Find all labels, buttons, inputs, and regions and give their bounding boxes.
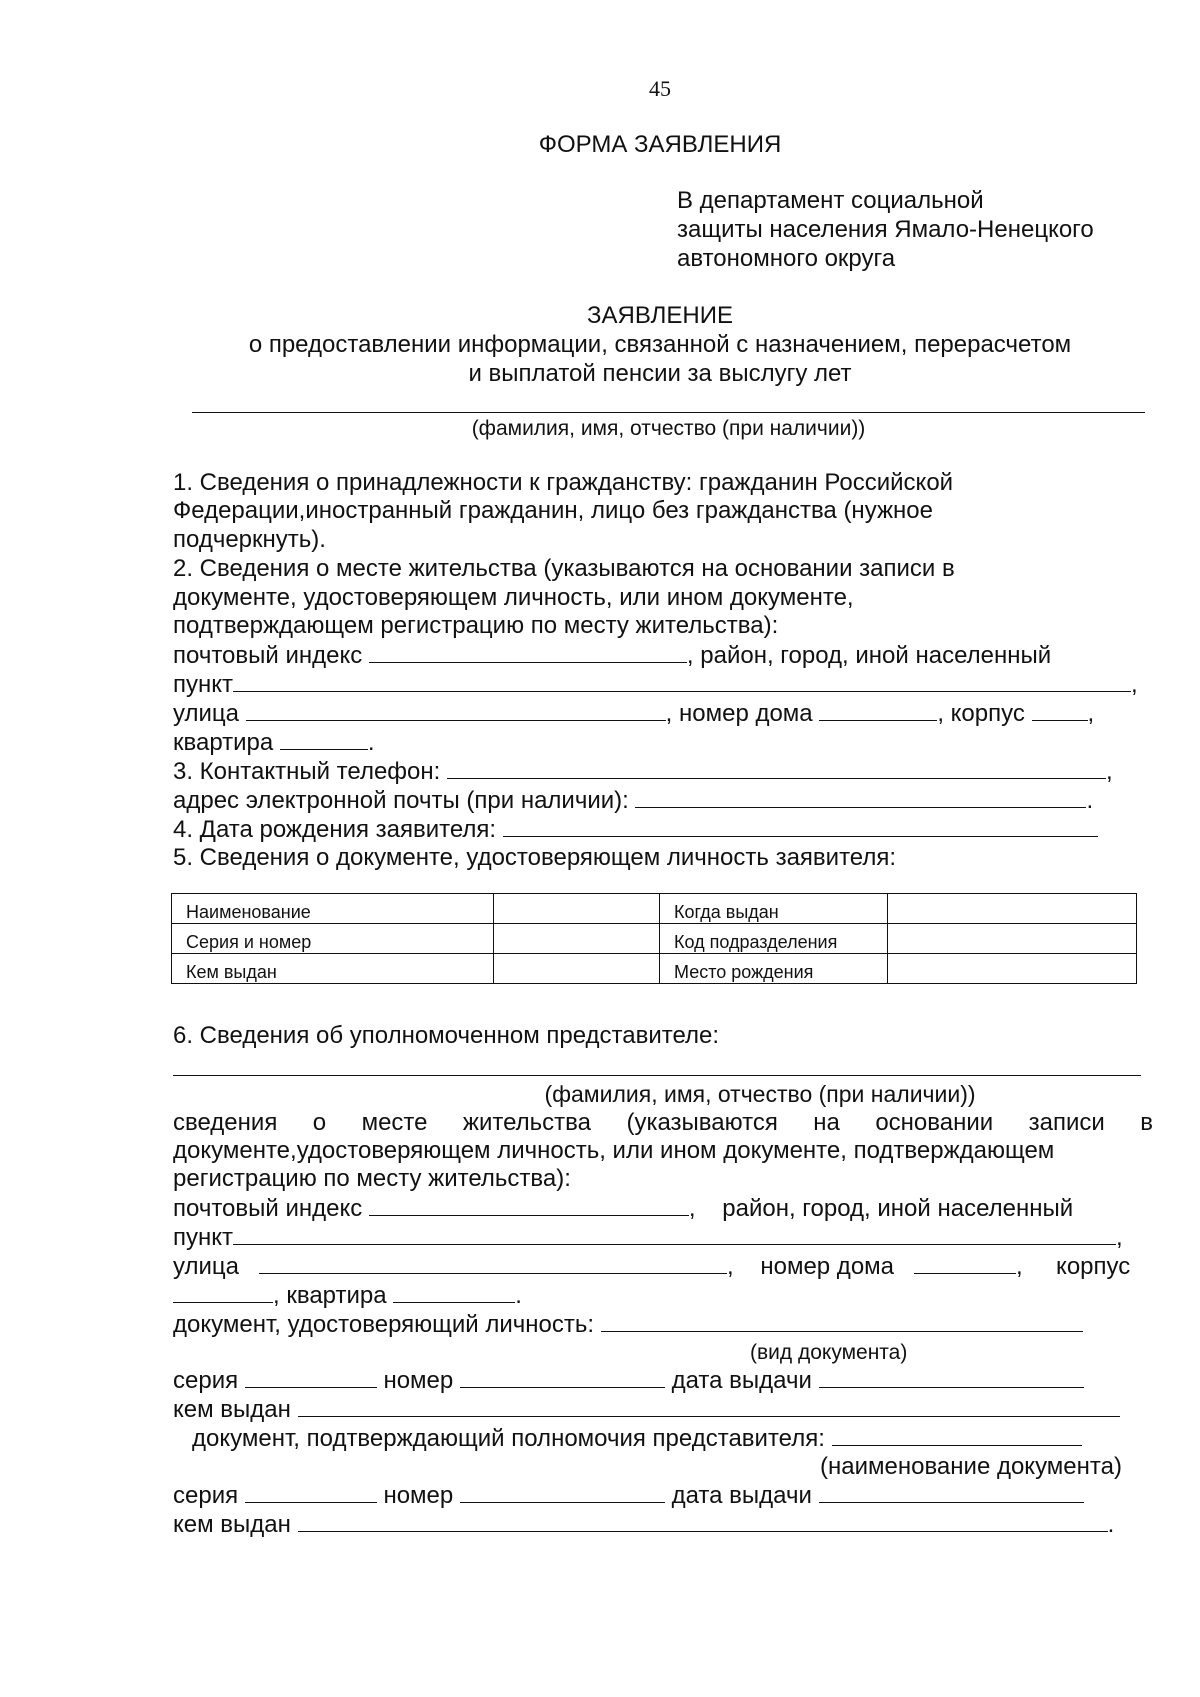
section2-line-2: документе, удостоверяющем личность, или ином документе,	[173, 584, 854, 611]
rep-locality-comma: ,	[1116, 1224, 1123, 1251]
rep-id-doc-caption: (вид документа)	[750, 1341, 908, 1364]
birth-row	[173, 815, 1098, 844]
addressee-line-2: защиты населения Ямало-Ненецкого	[677, 216, 1094, 243]
rep-house-label: номер дома	[760, 1253, 895, 1280]
number-field[interactable]	[460, 1366, 665, 1388]
locality-row	[173, 670, 1138, 699]
section5-title: 5. Сведения о документе, удостоверяющем личность заявителя:	[173, 844, 897, 871]
email-field[interactable]	[635, 786, 1086, 808]
phone-label: 3. Контактный телефон:	[173, 758, 441, 785]
rep-apartment-row	[173, 1281, 522, 1310]
rep-postcode-label: почтовый индекс	[173, 1195, 363, 1222]
id-row-value[interactable]	[888, 954, 1137, 984]
rep-auth-issued-row	[173, 1510, 1114, 1539]
building-comma: ,	[1087, 700, 1095, 727]
rep-apartment-field[interactable]	[393, 1281, 515, 1303]
rep-street-comma: ,	[727, 1253, 734, 1280]
rep-building-label: корпус	[1056, 1253, 1131, 1280]
heading-title: ЗАЯВЛЕНИЕ	[587, 302, 733, 329]
id-row-label: Когда выдан	[660, 894, 888, 924]
issue-date-label: дата выдачи	[671, 1367, 812, 1394]
rep-id-doc-field[interactable]	[601, 1310, 1083, 1332]
birth-field[interactable]	[503, 815, 1098, 837]
rep-house-field[interactable]	[914, 1252, 1016, 1274]
email-period: .	[1086, 787, 1094, 814]
issued-by-field[interactable]	[298, 1510, 1108, 1532]
rep-residence-line-1: сведения о месте жительства (указываются на основании записи в	[173, 1109, 1153, 1136]
postcode-label: почтовый индекс	[173, 642, 363, 669]
district-label: , район, город, иной населенный	[686, 642, 1052, 669]
rep-id-doc-label: документ, удостоверяющий личность:	[173, 1311, 595, 1338]
rep-locality-field[interactable]	[233, 1223, 1116, 1245]
rep-street-field[interactable]	[259, 1252, 727, 1274]
postcode-row	[173, 641, 1051, 670]
addressee-line-3: автономного округа	[677, 245, 896, 272]
heading-line-2: и выплатой пенсии за выслугу лет	[468, 360, 852, 387]
phone-field[interactable]	[447, 757, 1106, 779]
rep-residence-line-2: документе,удостоверяющем личность, или ином документе, подтверждающем	[173, 1137, 1055, 1164]
rep-postcode-comma: ,	[688, 1195, 696, 1222]
number-field[interactable]	[460, 1481, 665, 1503]
page-number: 45	[649, 76, 671, 101]
locality-label: пункт	[173, 671, 234, 698]
rep-locality-row	[173, 1223, 1123, 1252]
series-label: серия	[173, 1367, 239, 1394]
street-label: улица	[173, 700, 239, 727]
id-row-label: Место рождения	[660, 954, 888, 984]
representative-name-line[interactable]	[173, 1075, 1141, 1076]
series-label: серия	[173, 1482, 239, 1509]
id-row-value[interactable]	[888, 894, 1137, 924]
apartment-period: .	[367, 729, 375, 756]
section1-line-2: Федерации,иностранный гражданин, лицо без гражданства (нужное	[173, 497, 933, 524]
issue-date-field[interactable]	[819, 1366, 1084, 1388]
issued-by-period: .	[1107, 1511, 1115, 1538]
building-field[interactable]	[1032, 699, 1088, 721]
section1-line-3: подчеркнуть).	[173, 526, 326, 553]
house-field[interactable]	[819, 699, 937, 721]
email-row	[173, 786, 1093, 815]
authority-doc-caption: (наименование документа)	[820, 1453, 1122, 1480]
rep-id-issued-row	[173, 1395, 1120, 1424]
rep-residence-line-3: регистрацию по месту жительства):	[173, 1165, 571, 1192]
rep-house-comma: ,	[1016, 1253, 1023, 1280]
postcode-field[interactable]	[369, 641, 687, 663]
form-title: ФОРМА ЗАЯВЛЕНИЯ	[538, 131, 782, 158]
building-label: , корпус	[937, 700, 1025, 727]
apartment-label: квартира	[173, 729, 274, 756]
id-row-label: Кем выдан	[172, 954, 494, 984]
section6-title: 6. Сведения об уполномоченном представителе:	[173, 1022, 720, 1049]
issue-date-field[interactable]	[819, 1481, 1084, 1503]
rep-id-doc-row	[173, 1310, 1083, 1339]
id-row-value[interactable]	[494, 894, 660, 924]
representative-name-caption: (фамилия, имя, отчество (при наличии))	[544, 1081, 976, 1107]
table-row	[172, 954, 1137, 984]
section2-line-1: 2. Сведения о месте жительства (указываются на основании записи в	[173, 555, 955, 582]
issued-by-label: кем выдан	[173, 1396, 291, 1423]
phone-row	[173, 757, 1113, 786]
issued-by-field[interactable]	[298, 1395, 1120, 1417]
rep-authority-row	[192, 1424, 1082, 1453]
rep-district-label: район, город, иной населенный	[722, 1195, 1074, 1222]
email-label: адрес электронной почты (при наличии):	[173, 787, 629, 814]
id-row-label: Код подразделения	[660, 924, 888, 954]
rep-apartment-label: , квартира	[273, 1282, 387, 1309]
rep-id-series-row	[173, 1366, 1084, 1395]
rep-postcode-field[interactable]	[369, 1194, 689, 1216]
phone-comma: ,	[1106, 758, 1113, 785]
locality-field[interactable]	[233, 670, 1131, 692]
section1-line-1: 1. Сведения о принадлежности к гражданству: гражданин Российской	[173, 469, 954, 496]
rep-street-row	[173, 1252, 1130, 1281]
table-row	[172, 894, 1137, 924]
id-row-label: Наименование	[172, 894, 494, 924]
id-row-value[interactable]	[494, 924, 660, 954]
number-label: номер	[383, 1482, 454, 1509]
rep-postcode-row	[173, 1194, 1073, 1223]
rep-building-field[interactable]	[173, 1281, 273, 1303]
id-row-value[interactable]	[494, 954, 660, 984]
rep-street-label: улица	[173, 1253, 239, 1280]
id-document-table	[171, 893, 1137, 984]
series-field[interactable]	[245, 1366, 377, 1388]
issue-date-label: дата выдачи	[671, 1482, 812, 1509]
rep-auth-series-row	[173, 1481, 1084, 1510]
house-label: , номер дома	[665, 700, 813, 727]
rep-locality-label: пункт	[173, 1224, 234, 1251]
id-row-value[interactable]	[888, 924, 1137, 954]
id-row-label: Серия и номер	[172, 924, 494, 954]
heading-line-1: о предоставлении информации, связанной с назначением, перерасчетом	[248, 331, 1072, 358]
series-field[interactable]	[245, 1481, 377, 1503]
apartment-field[interactable]	[280, 728, 368, 750]
street-row	[173, 699, 1094, 728]
issued-by-label: кем выдан	[173, 1511, 291, 1538]
table-row	[172, 924, 1137, 954]
apartment-row	[173, 728, 375, 757]
authority-doc-field[interactable]	[832, 1424, 1082, 1446]
applicant-name-caption: (фамилия, имя, отчество (при наличии))	[471, 417, 866, 440]
addressee-line-1: В департамент социальной	[677, 187, 984, 214]
authority-doc-label: документ, подтверждающий полномочия представителя:	[192, 1425, 825, 1452]
street-field[interactable]	[246, 699, 666, 721]
section2-line-3: подтверждающем регистрацию по месту жительства):	[173, 612, 779, 639]
applicant-name-line[interactable]	[192, 412, 1145, 413]
locality-comma: ,	[1131, 671, 1138, 698]
rep-apartment-period: .	[515, 1282, 522, 1309]
birth-label: 4. Дата рождения заявителя:	[173, 816, 497, 843]
number-label: номер	[383, 1367, 454, 1394]
